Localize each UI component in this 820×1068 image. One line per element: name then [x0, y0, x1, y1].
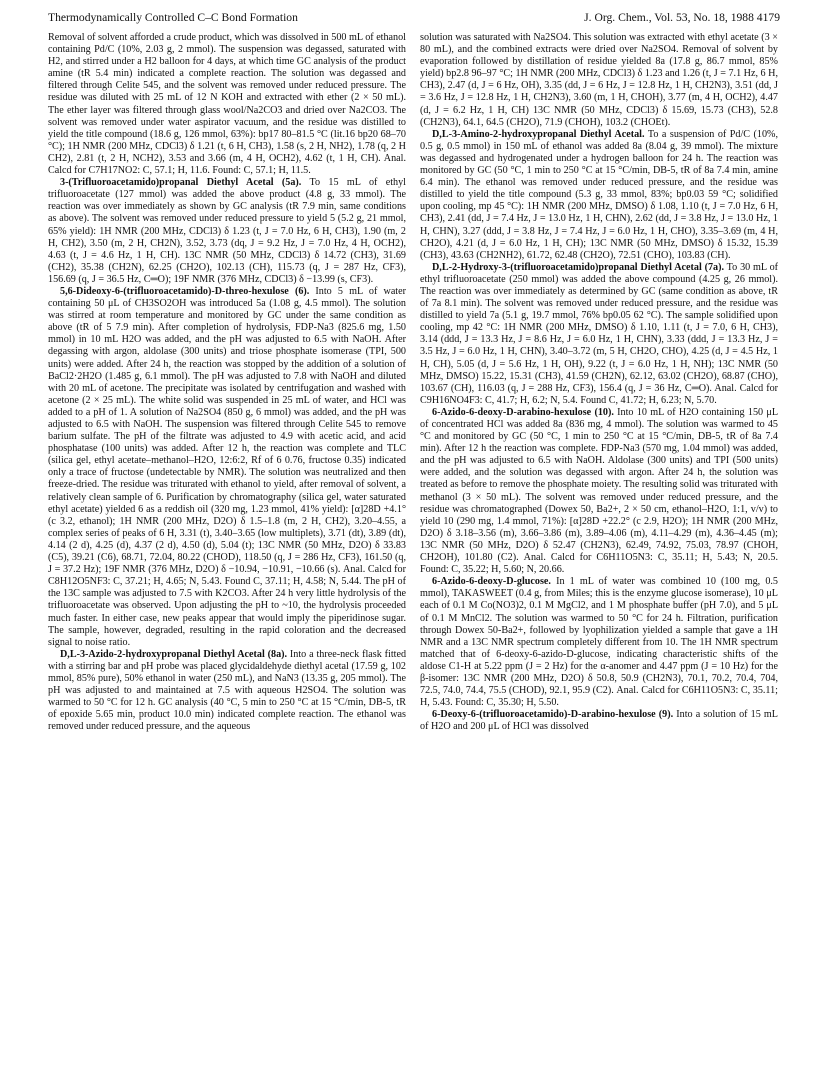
paragraph-text: Into 5 mL of water containing 50 μL of CH3SO2OH was introduced 5a (1.08 g, 4.5 mmol). The solution was stirred at room temperature and monitored by GC under the same condition as above (tR of 5 7.9 min). After completion of hydrolysis, FDP-Na3 (825.6 mg, 1.50 mmol) in 10 mL H2O was added, and the pH was adjusted to 6.5 with NaOH. After degassing with argon, aldolase (300 units) and triose phosphate isomerase (TPI, 500 units) were added. After 24 h, the reaction was stopped by the addition of a solution of BaCl2·2H2O (1.485 g, 6.1 mmol). The pH was adjusted to 7.8 with NaOH and diluted with 20 mL of acetone. The precipitate was isolated by centrifugation and washed with acetone (2 × 25 mL). The white solid was suspended in 25 mL of water, and HCl was added to a pH of 1. A solution of Na2SO4 (850 g, 6 mmol) was added, and the pH was adjusted to 6.5 with NaOH. The suspension was filtered through Celite 545 to remove barium sulfate. The pH of the filtrate was adjusted to 4.9 with acetic acid, and acid phosphatase (100 units) was added. After 12 h, the reaction was complete and TLC (silica gel, ethyl acetate–methanol–H2O, 12:6:2, Rf of 6 0.76, fructose 0.35) indicated only a trace of fructose (undetectable by NMR). The solution was neutralized and then freeze-dried. The residue was triturated with ethanol to yield, after removal of solvent, a relatively clean sample of 6. Purification by chromatography (silica gel, water saturated ethyl acetate) yielded 6 as a reddish oil (320 mg, 1.23 mmol, 41% yield): [α]28D +4.1° (c 3.2, ethanol); 1H NMR (200 MHz, D2O) δ 1.5–1.8 (m, 2 H, CH2), 3.20–4.55, a complex series of peaks of 6 H, 3.31 (t), 3.40–3.65 (low multiplets), 3.71 (dt), 3.89 (dt), 4.14 (2 d), 4.25 (d), 4.37 (2 d), 4.50 (d), 5.04 (t); 13C NMR (50 MHz, D2O) δ 33.83 (C5), 39.21 (C6), 68.71, 72.04, 80.22 (CHOD), 118.50 (q, J = 286 Hz, CF3), 161.50 (q, J = 37.2 Hz); 19F NMR (376 MHz, D2O) δ −10.94, −10.91, −10.66 (s). Anal. Calcd for C8H12O5NF3: C, 37.21; H, 4.65; N, 5.43. Found C, 37.11; H, 4.58; N, 5.44. The pH of the 13C sample was adjusted to 7.5 with K2CO3. After 24 h very little hydrolysis of the trifluoroacetate was observed. Upon adjusting the pH to ~10, the hydrolysis proceeded much faster. In either case, new peaks appear that would imply the piperidinose sugar. The sample, however, degraded, resulting in the rapid coloration and the decreased signal to noise ratio.: [48, 285, 406, 648]
paragraph-text: In 1 mL of water was combined 10 (100 mg, 0.5 mmol), TAKASWEET (0.4 g, from Miles; this is the enzyme glucose isomerase), 10 μL each of 0.1 M Co(NO3)2, 0.1 M MgCl2, and 1 M phosphate buffer (pH 7.0), and 5 μL of 0.1 M MnCl2. The solution was warmed to 50 °C for 24 h. Filtration, purification through Dowex 50-Ba2+, followed by lyophilization yielded a sample that gave a 1H NMR and a 13C NMR spectrum completely different from 10. The 1H NMR spectrum matched that of 6-deoxy-6-azido-D-glucose, indicating characteristic shifts of the aldose C1-H at 5.22 ppm (J = 2 Hz) for the α-anomer and 4.47 ppm (J = 10 Hz) for the β-isomer: 13C NMR (200 MHz, D2O) δ 50.8, 50.9 (CH2N3), 70.1, 70.2, 70.4, 704, 72.5, 74.0, 74.4, 75.5 (CHOD), 92.1, 95.9 (C2). Anal. Calcd for C6H11O5N3: C, 35.11; H, 5.43. Found: C, 35.30; H, 5.50.: [420, 576, 778, 709]
running-header: [48, 10, 780, 26]
paragraph-text: solution was saturated with Na2SO4. This solution was extracted with ethyl acetate (3 × 80 mL), and the combined extracts were dried over Na2SO4. Removal of solvent by evaporation followed by distillation of residue yielded 8a (17.8 g, 86.7 mmol, 85% yield) bp2.8 96–97 °C; 1H NMR (200 MHz, CDCl3) δ 1.23 and 1.26 (t, J = 7.1 Hz, 6 H, CH3), 2.47 (d, J = 6 Hz, OH), 3.35 (dd, J = 6 Hz, J = 12.8 Hz, 1 H, CH2N3), 3.51 (dd, J = 3.6 Hz, J = 12.8 Hz, 1 H, CH2N3), 3.60 (m, 1 H, CHOH), 3.77 (m, 4 H, OCH2), 4.47 (d, J = 6.2 Hz, 1 H, CH) 13C NMR (50 MHz, CDCl3) δ 15.69, 15.73 (CH3), 52.8 (CH2N3), 64.1, 64.5 (CH2O), 71.9 (CHOH), 103.2 (CHOEt).: [420, 32, 778, 128]
paragraph-text: Removal of solvent afforded a crude product, which was dissolved in 500 mL of ethanol containing Pd/C (10%, 2.03 g, 2 mmol). The suspension was degassed, saturated with H2, and stirred under a H2 balloon for 4 days, at which time GC analysis of the product amine (tR 5.4 min) indicated a complete reaction. The solution was degassed and filtered through Celite 545, and the solvent was removed under reduced pressure. The residue was diluted with 25 mL of 12 N KOH and extracted with ether (2 × 50 mL). The ether layer was filtered through glass wool/Na2CO3 and dried over Na2CO3. The solvent was removed under water aspirator vacuum, and the residue was distilled to yield the title compound (18.6 g, 126 mmol, 63%): bp17 80–81.5 °C (lit.16 bp20 68–70 °C); 1H NMR (200 MHz, CDCl3) δ 1.21 (t, 6 H, CH3), 1.58 (s, 2 H, NH2), 1.78 (q, 2 H CH2), 2.81 (t, 2 H, NCH2), 3.53 and 3.66 (m, 4 H, OCH2), 4.62 (t, 1 H, CH). Anal. Calcd for C7H17NO2: C, 57.1; H, 11.6. Found: C, 57.1; H, 11.5.: [48, 32, 406, 177]
paragraph: [48, 649, 406, 734]
paragraph-text: Into 10 mL of H2O containing 150 μL of concentrated HCl was added 8a (836 mg, 4 mmol). The solution was warmed to 45 °C and monitored by GC (50 °C, 1 min to 250 °C at 15 °C/min, DB-5, tR of 8a 7.4 min). After 12 h the reaction was complete. FDP-Na3 (570 mg, 1.04 mmol) was added, and the pH was adjusted to 6.5 with NaOH. Aldolase (300 units) and TPI (500 units) were added, and the solution was degassed with argon. After 24 h, the solution was treated as before to remove the phosphate moiety. The resulting solid was triturated with methanol (3 × 50 mL). The solvent was removed under reduced pressure, and the residue was chromatographed (Dowex 50, Ba2+, 2 × 50 cm, ethanol–H2O, 1:1, v/v) to yield 10 (290 mg, 1.4 mmol, 71%): [α]28D +22.2° (c 2.9, H2O); 1H NMR (200 MHz, D2O) δ 3.18–3.56 (m), 3.66–3.86 (m), 3.89–4.06 (m), 4.11–4.29 (m), 4.36–4.45 (m); 13C NMR (50 MHz, D2O) δ 52.47 (CH2N3), 62.49, 74.92, 75.03, 78.97 (CHOH, CH2OH), 101.80 (C2). Anal. Calcd for C6H11O5N3: C, 35.11; H, 5.43; N, 20.5. Found: C, 35.22; H, 5.60; N, 20.66.: [420, 406, 779, 576]
paragraph: [48, 286, 406, 649]
paragraph: [420, 407, 778, 576]
compound-heading: 3-(Trifluoroacetamido)propanal Diethyl Acetal (5a).: [60, 177, 302, 189]
journal-citation: J. Org. Chem., Vol. 53, No. 18, 1988 4179: [584, 11, 780, 24]
paragraph: [420, 262, 778, 407]
compound-heading: 6-Azido-6-deoxy-D-arabino-hexulose (10).: [432, 406, 614, 418]
right-column: [420, 32, 778, 733]
compound-heading: D,L-3-Amino-2-hydroxypropanal Diethyl Acetal.: [432, 128, 645, 140]
paragraph-text: To a suspension of Pd/C (10%, 0.5 g, 0.5 mmol) in 150 mL of ethanol was added 8a (8.04 g, 39 mmol). The mixture was degassed and hydrogenated under a hydrogen balloon for 24 h. The reaction was monitored by GC (50 °C, 1 min to 250 °C at 15 °C/min, DB-5, tR of 8a 7.4 min, amine 6.4 min). The ethanol was removed under reduced pressure, and the residue was distilled to yield the title compound (5.3 g, 33 mmol, 83%; bp0.03 59 °C; solidified upon cooling, mp 45 °C): 1H NMR (200 MHz, DMSO) δ 1.08, 1.10 (t, J = 7.0 Hz, 6 H, CH3), 2.41 (dd, J = 7.4 Hz, J = 13.0 Hz, 1 H, CHN), 2.62 (dd, J = 3.8 Hz, J = 13.0 Hz, 1 H, CHN), 3.27 (ddd, J = 3.8 Hz, J = 7.4 Hz, J = 6.0 Hz, 1 H, CHO), 3.35–3.69 (m, 4 H, CH2O), 4.21 (d, J = 6.0 Hz, 1 H, CH); 13C NMR (50 MHz, DMSO) δ 15.32, 15.39 (CH3), 43.63 (CH2NH2), 61.72, 62.48 (CH2O), 72.51 (CHO), 103.83 (CH).: [420, 128, 778, 261]
compound-heading: D,L-2-Hydroxy-3-(trifluoroacetamido)propanal Diethyl Acetal (7a).: [432, 261, 725, 273]
compound-heading: 6-Azido-6-deoxy-D-glucose.: [432, 576, 551, 588]
left-column: [48, 32, 406, 733]
running-title: Thermodynamically Controlled C–C Bond Formation: [48, 11, 298, 24]
paragraph: [420, 709, 778, 733]
paragraph-text: To 30 mL of ethyl trifluoroacetate (250 mmol) was added the above compound (4.25 g, 26 mmol). The reaction was over immediately as determined by GC (same condition as above, tR of 7a 8.1 min). The solvent was removed under reduced pressure, and the residue was distilled to yield 7a (5.1 g, 19.7 mmol, 76% bp0.05 62 °C). The sample solidified upon cooling, mp 42 °C: 1H NMR (200 MHz, DMSO) δ 1.10, 1.11 (t, J = 7.0, 6 H, CH3), 3.14 (ddd, J = 13.3 Hz, J = 8.6 Hz, J = 6.0 Hz, 1 H, CHN), 3.33 (ddd, J = 13.3 Hz, J = 3.5 Hz, J = 6.0 Hz, 1 H, CHN), 3.40–3.72 (m, 5 H, CH2O, CHO), 4.25 (d, J = 4.5 Hz, 1 H, CH), 5.05 (d, J = 5.6 Hz, 1 H, OH), 9.22 (t, J = 6.0 Hz, 1 H, NH); 13C NMR (50 MHz, DMSO) 15.22, 15.31 (CH3), 41.59 (CH2N), 62.12, 63.02 (CH2O), 68.87 (CHO), 103.67 (CH), 116.03 (q, J = 288 Hz, CF3), 156.4 (q, J = 36 Hz, C═O). Anal. Calcd for C9H16NO4F3: C, 41.7; H, 6.2; N, 5.4. Found C, 41.72; H, 6.23; N, 5.70.: [420, 261, 778, 406]
paragraph: [420, 129, 778, 262]
paragraph: [48, 177, 406, 286]
paragraph: [420, 32, 778, 129]
compound-heading: D,L-3-Azido-2-hydroxypropanal Diethyl Acetal (8a).: [60, 648, 288, 660]
paragraph: [420, 576, 778, 709]
compound-heading: 6-Deoxy-6-(trifluoroacetamido)-D-arabino-hexulose (9).: [432, 709, 674, 721]
paragraph-text: To 15 mL of ethyl trifluoroacetate (127 mmol) was added the above product (4.8 g, 33 mmol). The reaction was over immediately as shown by GC analysis (tR 7.9 min, same conditions as above). The solvent was removed under reduced pressure to yield 5 (5.2 g, 21 mmol, 65% yield): 1H NMR (200 MHz, CDCl3) δ 1.23 (t, J = 7.0 Hz, 6 H, CH3), 1.90 (m, 2 H, CH2), 3.50 (m, 2 H, CH2N), 3.52, 3.73 (dq, J = 9.2 Hz, J = 7.0 Hz, 4 H, OCH2), 4.63 (t, J = 4.6 Hz, 1 H, CH). 13C NMR (50 MHz, CDCl3) δ 14.72 (CH3), 31.69 (CH2), 35.38 (CH2N), 62.25 (CH2O), 102.13 (CH), 115.73 (q, J = 287 Hz, CF3), 156.69 (q, J = 36.5 Hz, C═O); 19F NMR (376 MHz, CDCl3) δ −13.99 (s, CF3).: [48, 177, 406, 285]
paragraph-text: Into a solution of 15 mL of H2O and 200 μL of HCl was dissolved: [420, 709, 778, 733]
compound-heading: 5,6-Dideoxy-6-(trifluoroacetamido)-D-threo-hexulose (6).: [60, 285, 310, 297]
paragraph: [48, 32, 406, 177]
paragraph-text: Into a three-neck flask fitted with a stirring bar and pH probe was placed glycidaldehyde diethyl acetal (17.59 g, 102 mmol, 85% pure), 50% ethanol in water (250 mL), and NaN3 (13.35 g, 205 mmol). The pH was adjusted to and maintained at 7.5 with aqueous H2SO4. The solution was warmed to 50 °C for 12 h. GC analysis (40 °C, 5 min to 250 °C at 15 °C/min, DB-5, tR of epoxide 5.65 min, product 10.0 min) indicated complete reaction. The ethanol was removed under reduced pressure, and the aqueous: [48, 648, 406, 733]
